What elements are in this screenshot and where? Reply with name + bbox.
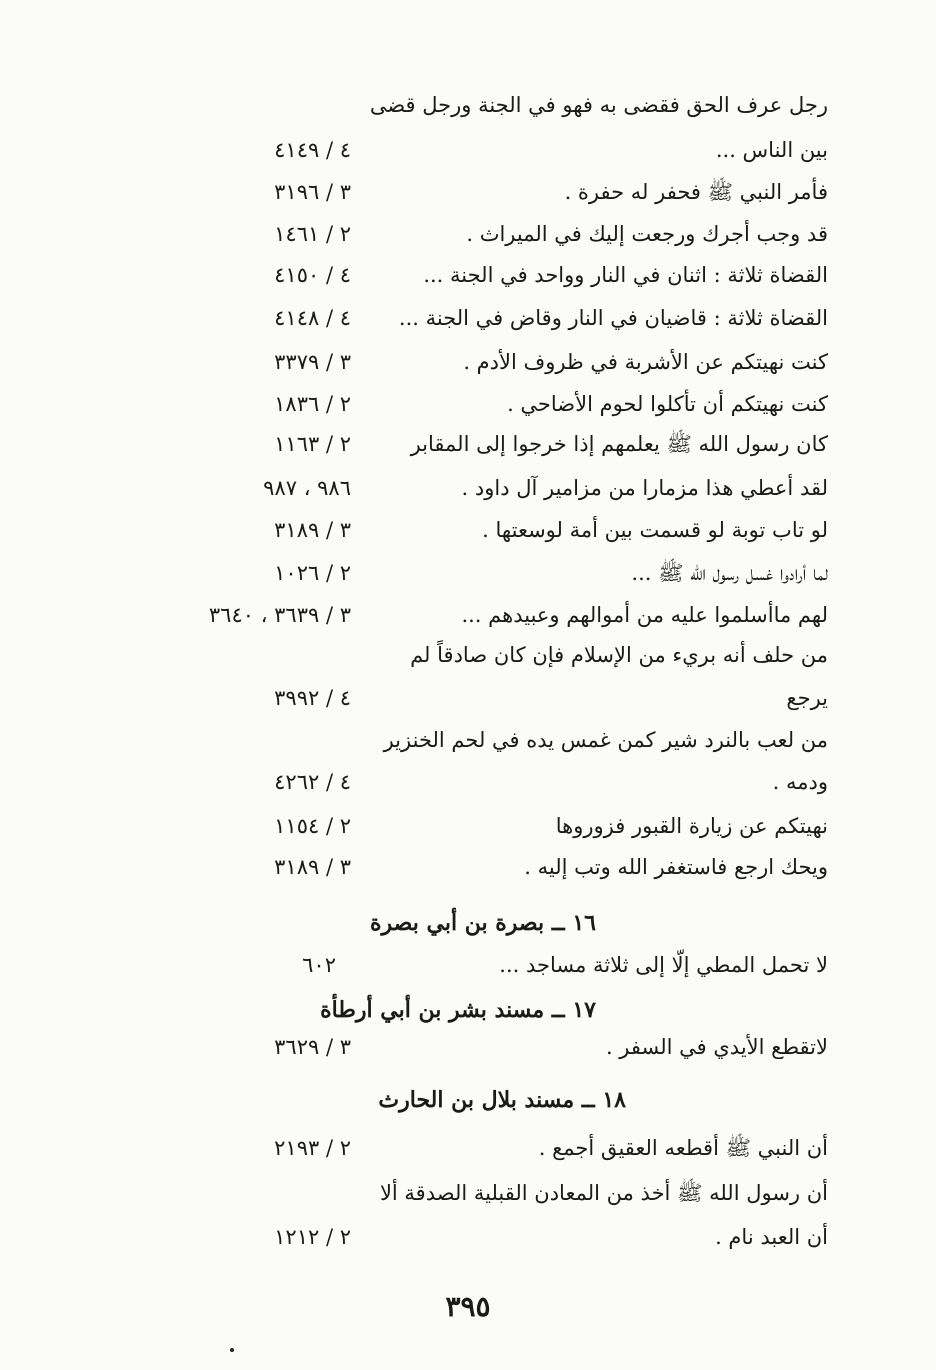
entry-text: من لعب بالنرد شير كمن غمس يده في لحم الخنزير bbox=[383, 728, 828, 752]
entry-reference: ٣ / ٣٣٧٩ bbox=[274, 350, 351, 374]
entry-text: كان رسول الله ﷺ يعلمهم إذا خرجوا إلى المقابر bbox=[410, 432, 828, 456]
entry-reference: ٦٠٢ bbox=[302, 953, 336, 977]
entry-text: ويحك ارجع فاستغفر الله وتب إليه . bbox=[524, 855, 828, 879]
entry-reference: ٢ / ١٠٢٦ bbox=[274, 561, 351, 585]
page-number: ٣٩٥ bbox=[445, 1290, 491, 1323]
entry-text: ودمه . bbox=[772, 770, 828, 794]
entry-reference: ٣ / ٣١٩٦ bbox=[274, 180, 351, 204]
entry-text: لا تحمل المطي إلّا إلى ثلاثة مساجد ... bbox=[499, 953, 828, 977]
entry-text: نهيتكم عن زيارة القبور فزوروها bbox=[555, 814, 828, 838]
entry-text: لاتقطع الأيدي في السفر . bbox=[605, 1035, 828, 1059]
section-heading: ١٧ ــ مسند بشر بن أبي أرطأة bbox=[320, 997, 596, 1023]
entry-text: بين الناس ... bbox=[715, 138, 828, 162]
entry-text: كنت نهيتكم عن الأشربة في ظروف الأدم . bbox=[463, 350, 828, 374]
entry-reference: ٢ / ١١٦٣ bbox=[274, 432, 351, 456]
entry-reference: ٤ / ٣٩٩٢ bbox=[274, 686, 351, 710]
entry-text: لما أرادوا غسل رسول الله ﷺ ... bbox=[631, 561, 828, 585]
entry-text: لهم ماأسلموا عليه من أموالهم وعبيدهم ... bbox=[461, 603, 828, 627]
entry-reference: ٢ / ٢١٩٣ bbox=[274, 1136, 351, 1160]
entry-text: القضاة ثلاثة : قاضيان في النار وقاض في الجنة ... bbox=[398, 306, 828, 330]
entry-reference: ٣ / ٣٦٢٩ bbox=[274, 1035, 351, 1059]
entry-reference: ٤ / ٤١٤٨ bbox=[274, 306, 351, 330]
entry-text: أن العبد نام . bbox=[715, 1225, 828, 1249]
section-heading: ١٦ ــ بصرة بن أبي بصرة bbox=[369, 910, 596, 936]
entry-reference: ٢ / ١٨٣٦ bbox=[274, 392, 351, 416]
entry-text: يرجع bbox=[786, 686, 828, 710]
entry-text: من حلف أنه بريء من الإسلام فإن كان صادقاً لم bbox=[410, 643, 828, 667]
entry-reference: ٣ / ٣١٨٩ bbox=[274, 518, 351, 542]
entry-reference: ٤ / ٤٢٦٢ bbox=[274, 770, 351, 794]
entry-text: كنت نهيتكم أن تأكلوا لحوم الأضاحي . bbox=[507, 392, 828, 416]
section-heading: ١٨ ــ مسند بلال بن الحارث bbox=[378, 1087, 626, 1113]
entry-reference: ٢ / ١١٥٤ bbox=[274, 814, 351, 838]
entry-text: رجل عرف الحق فقضى به فهو في الجنة ورجل قضى bbox=[369, 93, 828, 117]
entry-text: أن رسول الله ﷺ أخذ من المعادن القبلية الصدقة ألا bbox=[379, 1181, 828, 1205]
print-speck bbox=[230, 1348, 234, 1352]
entry-text: فأمر النبي ﷺ فحفر له حفرة . bbox=[564, 180, 828, 204]
entry-reference: ٢ / ١٢١٢ bbox=[274, 1225, 351, 1249]
entry-text: لو تاب توبة لو قسمت بين أمة لوسعتها . bbox=[482, 518, 828, 542]
entry-text: لقد أعطي هذا مزمارا من مزامير آل داود . bbox=[461, 476, 828, 500]
entry-reference: ٤ / ٤١٤٩ bbox=[274, 138, 351, 162]
entry-reference: ٣ / ٣١٨٩ bbox=[274, 855, 351, 879]
entry-reference: ٩٨٦ ، ٩٨٧ bbox=[263, 476, 351, 500]
entry-text: قد وجب أجرك ورجعت إليك في الميراث . bbox=[466, 222, 828, 246]
entry-text: أن النبي ﷺ أقطعه العقيق أجمع . bbox=[538, 1136, 828, 1160]
entry-text: القضاة ثلاثة : اثنان في النار وواحد في الجنة ... bbox=[423, 263, 828, 287]
entry-reference: ٣ / ٣٦٣٩ ، ٣٦٤٠ bbox=[208, 603, 351, 627]
entry-reference: ٤ / ٤١٥٠ bbox=[274, 263, 351, 287]
entry-reference: ٢ / ١٤٦١ bbox=[274, 222, 351, 246]
